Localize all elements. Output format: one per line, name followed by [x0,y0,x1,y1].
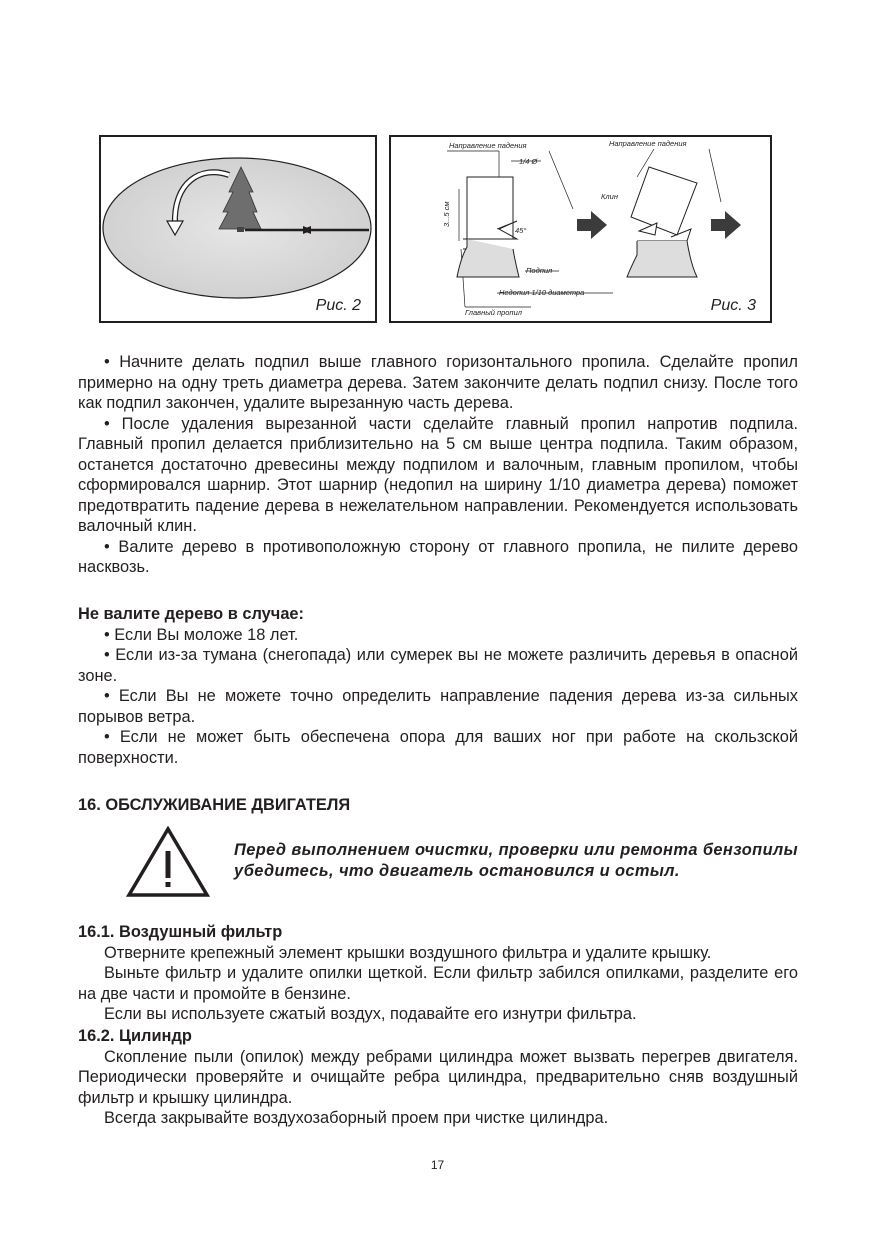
undercut-label: Подпил [526,266,553,275]
paragraph: • Валите дерево в противоположную сторону от главного пропила, не пилите дерево насквозь. [78,537,798,576]
section-16-2-heading: 16.2. Цилиндр [78,1027,192,1045]
figure-2 [99,135,377,323]
list-item: • Если из-за тумана (снегопада) или сумерек вы не можете различить деревья в опасной зоне. [78,646,798,685]
do-not-fell-section [78,604,798,768]
figure-2-caption: Рис. 2 [315,297,361,314]
paragraph: Всегда закрывайте воздухозаборный проем при чистке цилиндра. [104,1109,609,1127]
trunk-cut-diagram [457,177,519,277]
height-label: 3...5 см [442,201,451,227]
do-not-fell-heading: Не валите дерево в случае: [78,605,305,623]
fall-direction-left-label: Направление падения [449,141,527,150]
hinge-label: Недопил 1/10 диаметра [499,288,585,297]
section-16-1 [78,922,798,1025]
felling-zone-diagram [101,137,375,321]
wedge-label: Клин [601,192,618,201]
page-number: 17 [430,1158,445,1172]
paragraph: • Начните делать подпил выше главного горизонтального пропила. Сделайте пропил примерно на одну треть диаметра дерева. Затем закончите делать подпил снизу. После того как подпил закончен, удалите вырезанную часть дерева. [78,353,798,412]
paragraph: Отверните крепежный элемент крышки воздушного фильтра и удалите крышку. [104,943,712,962]
list-item: • Если Вы не можете точно определить направление падения дерева из-за сильных порывов ветра. [78,687,798,726]
felling-instructions [78,352,798,578]
falling-trunk-diagram [627,167,697,277]
list-item: • Если Вы моложе 18 лет. [104,625,299,644]
fall-direction-right-label: Направление падения [609,139,687,148]
warning-triangle-icon [126,826,210,898]
arrow-right-icon [577,211,607,239]
section-16-2 [78,1026,798,1129]
section-16-1-heading: 16.1. Воздушный фильтр [78,923,283,941]
angle-label: 45° [515,226,527,235]
section-16-heading: 16. ОБСЛУЖИВАНИЕ ДВИГАТЕЛЯ [78,796,351,814]
figure-3 [389,135,772,323]
paragraph: Скопление пыли (опилок) между ребрами цилиндра может вызвать перегрев двигателя. Периодически проверяйте и очищайте ребра цилиндра, предварительно сняв воздушный фильтр и крышку цилиндра. [78,1047,798,1107]
list-item: • Если не может быть обеспечена опора для ваших ног при работе на скользской поверхности. [78,728,798,767]
main-cut-label: Главный пропил [465,308,522,317]
figure-3-caption: Рис. 3 [710,297,756,314]
felling-cuts-diagram [391,137,770,321]
arrow-right-icon [711,211,741,239]
paragraph: Выньте фильтр и удалите опилки щеткой. Если фильтр забился опилками, разделите его на две части и промойте в бензине. [78,964,798,1003]
quarter-label: 1/4 Ø [519,157,538,166]
paragraph: Если вы используете сжатый воздух, подавайте его изнутри фильтра. [104,1005,637,1023]
paragraph: • После удаления вырезанной части сделайте главный пропил напротив подпила. Главный пропил делается приблизительно на 5 см выше центра подпила. Таким образом, останется достаточно древесины между подпилом и валочным, главным пропилом, чтобы сформировался шарнир. Этот шарнир (недопил на ширину 1/10 диаметра дерева) поможет предотвратить падение дерева в нежелательном направлении. Рекомендуется использовать валочный клин. [78,414,798,535]
warning-text: Перед выполнением очистки, проверки или ремонта бензопилы убедитесь, что двигатель остановился и остыл. [234,841,798,880]
